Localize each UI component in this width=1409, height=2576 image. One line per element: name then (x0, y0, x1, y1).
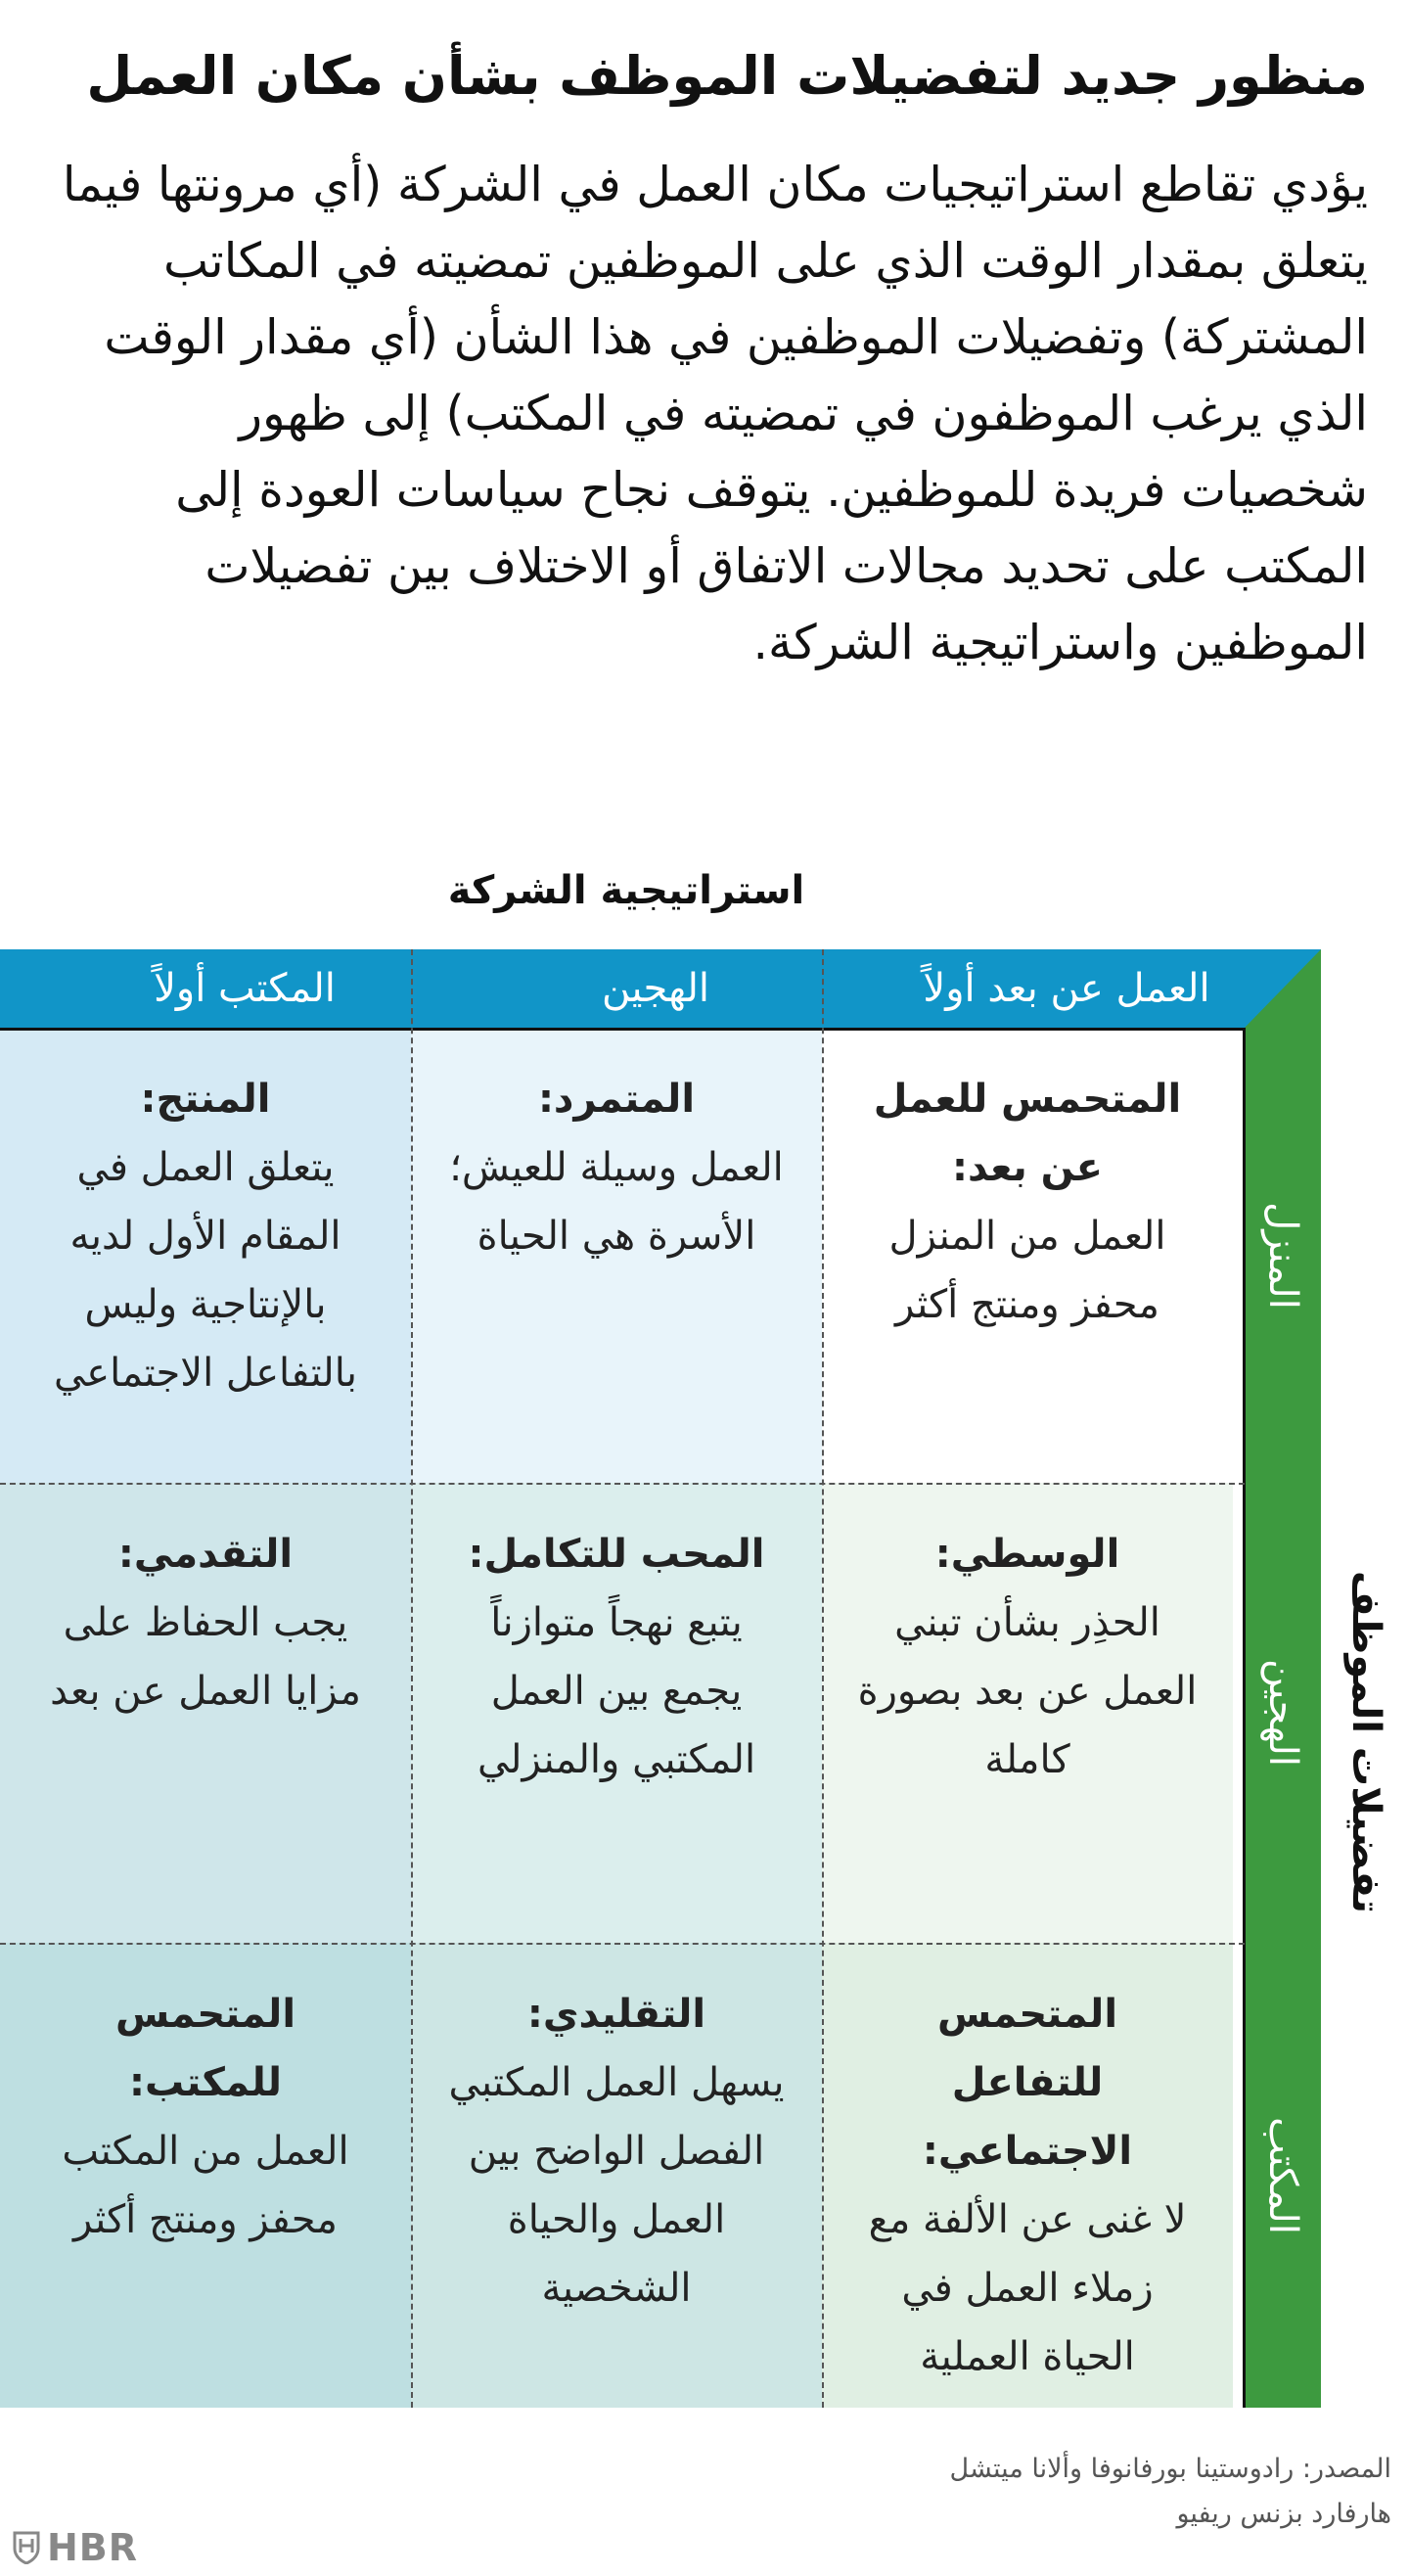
column-header-hybrid: الهجين (601, 966, 710, 1011)
column-axis-label: استراتيجية الشركة (447, 868, 805, 913)
persona-name: التقدمي: (117, 1532, 294, 1577)
source-note (804, 2447, 1391, 2537)
matrix-cell (822, 1028, 1233, 1483)
matrix-cell (0, 1483, 411, 1943)
persona-description: العمل وسيلة للعيش؛ الأسرة هي الحياة (449, 1145, 784, 1259)
persona-description: يتعلق العمل في المقام الأول لديه بالإنتاجية وليس بالتفاعل الاجتماعي (53, 1145, 358, 1396)
persona-description: يتبع نهجاً متوازناً يجمع بين العمل المكتبي والمنزلي (477, 1600, 756, 1782)
shield-icon (12, 2531, 41, 2564)
header-divider (0, 1028, 1245, 1031)
source-line: هارفارد بزنس ريفيو (1176, 2499, 1391, 2529)
matrix-cell (411, 1943, 822, 2408)
persona-description: العمل من المنزل محفز ومنتج أكثر (888, 1214, 1166, 1327)
persona-description: الحذِر بشأن تبني العمل عن بعد بصورة كاملة (857, 1600, 1198, 1782)
persona-name: التقليدي: (526, 1992, 706, 2037)
intro-paragraph: يؤدي تقاطع استراتيجيات مكان العمل في الشركة (أي مرونتها فيما يتعلق بمقدار الوقت الذي على الموظفين تمضيته في المكاتب المشتركة) وتفضيلات الموظفين في هذا الشأن (أي مقدار الوقت الذي يرغب الموظفون في تمضيته في المكتب) إلى ظهور شخصيات فريدة للموظفين. يتوقف نجاح سياسات العودة إلى المكتب على تحديد مجالات الاتفاق أو الاختلاف بين تفضيلات الموظفين واستراتيجية الشركة. (62, 157, 1368, 670)
matrix-cell (0, 1943, 411, 2408)
grid-divider-horizontal (0, 1483, 1245, 1485)
matrix-cell (822, 1943, 1233, 2408)
grid-divider-horizontal (0, 1943, 1245, 1945)
logo-text: HBR (47, 2526, 139, 2569)
row-bar-divider (1243, 1028, 1246, 2408)
source-line: المصدر: رادوستينا بورفانوفا وألانا ميتشل (949, 2454, 1391, 2484)
matrix-cell (822, 1483, 1233, 1943)
persona-description: العمل من المكتب محفز ومنتج أكثر (62, 2129, 349, 2242)
persona-name: المتمرد: (537, 1077, 696, 1122)
grid-divider-vertical (411, 949, 413, 2408)
persona-description: يجب الحفاظ على مزايا العمل عن بعد (50, 1600, 361, 1714)
persona-name: المنتج: (140, 1077, 271, 1122)
column-header-remote-first: العمل عن بعد أولاً (923, 966, 1210, 1011)
matrix-cell (411, 1483, 822, 1943)
persona-name: المتحمس للعمل عن بعد: (873, 1077, 1182, 1190)
row-axis-label: تفضيلات الموظف (1342, 1571, 1388, 1913)
persona-name: المتحمس للمكتب: (114, 1992, 296, 2105)
hbr-logo (12, 2527, 159, 2568)
row-header-office: المكتب (1260, 2116, 1305, 2234)
persona-name: الوسطي: (934, 1532, 1120, 1577)
matrix-cell (0, 1028, 411, 1483)
row-header-home: المنزل (1259, 1201, 1305, 1310)
persona-name: المحب للتكامل: (468, 1532, 765, 1577)
row-header-hybrid: الهجين (1259, 1658, 1305, 1768)
matrix-cell (411, 1028, 822, 1483)
persona-description: يسهل العمل المكتبي الفصل الواضح بين العمل والحياة الشخصية (448, 2060, 785, 2311)
page-title: منظور جديد لتفضيلات الموظف بشأن مكان العمل (86, 45, 1368, 107)
column-header-office-first: المكتب أولاً (154, 966, 336, 1011)
persona-name: المتحمس للتفاعل الاجتماعي: (922, 1992, 1133, 2174)
persona-description: لا غنى عن الألفة مع زملاء العمل في الحياة العملية (868, 2197, 1187, 2379)
grid-divider-vertical (822, 949, 824, 2408)
